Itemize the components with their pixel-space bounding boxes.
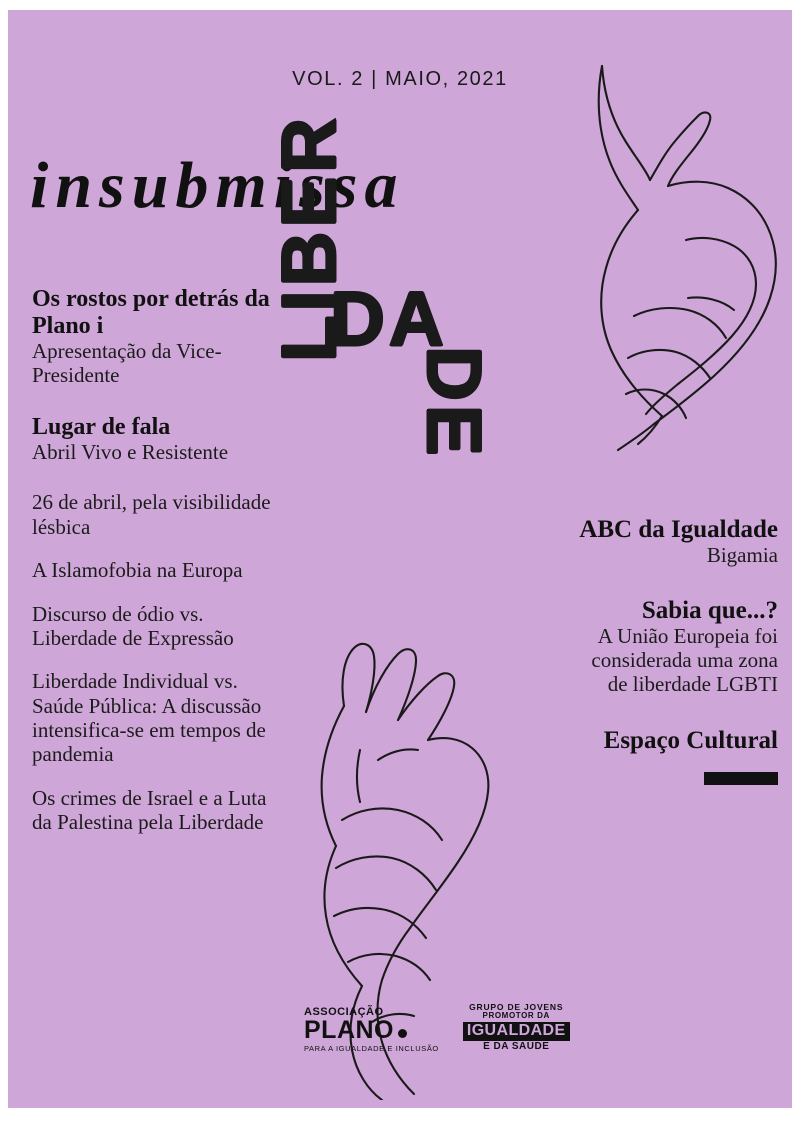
hand-illustration-top	[538, 58, 788, 478]
toc-subline: 26 de abril, pela visibilidade lésbica	[32, 490, 271, 539]
right-headline: Sabia que...?	[641, 597, 778, 625]
toc-headline: Os rostos por detrás da Plano i	[32, 286, 270, 339]
logo-row	[304, 1003, 570, 1052]
toc-subline: Apresentação da Vice-Presidente	[32, 338, 222, 387]
toc-subline: A Islamofobia na Europa	[32, 558, 243, 583]
cover-page-area	[8, 10, 792, 1108]
logo-jovens-line3: IGUALDADE	[463, 1022, 570, 1041]
logo-plano-top: ASSOCIAÇÃO	[304, 1005, 384, 1018]
outline-word-da: DA	[330, 277, 448, 362]
right-subline: Bigamia	[706, 542, 778, 567]
toc-headline: Lugar de fala	[32, 413, 171, 440]
toc-subline: Abril Vivo e Resistente	[32, 439, 229, 464]
right-item	[578, 597, 778, 696]
right-item	[578, 516, 778, 567]
logo-plano-i	[304, 1007, 439, 1053]
toc-subline: Liberdade Individual vs. Saúde Pública: A discussão intensifica-se em tempos de pandemia	[32, 669, 266, 767]
contents-right-column	[578, 516, 778, 815]
section-rule	[704, 772, 778, 785]
toc-item	[32, 558, 272, 582]
logo-plano-main: PLANO	[304, 1015, 394, 1044]
logo-grupo-jovens	[463, 1003, 570, 1052]
logo-jovens-line4: E DA SAÚDE	[483, 1040, 550, 1052]
logo-plano-main-row	[304, 1015, 439, 1044]
toc-item	[32, 669, 272, 766]
logo-plano-bottom: PARA A IGUALDADE E INCLUSÃO	[304, 1043, 439, 1053]
toc-subline: Os crimes de Israel e a Luta da Palestina pela Liberdade	[32, 785, 267, 835]
right-subline: A União Europeia foi considerada uma zona de liberdade LGBTI	[591, 623, 778, 696]
toc-item	[32, 602, 272, 651]
logo-jovens-line2: PROMOTOR DA	[482, 1011, 550, 1021]
toc-item	[32, 286, 272, 388]
toc-item	[32, 786, 272, 835]
magazine-title: insubmissa	[30, 149, 405, 222]
logo-plano-dot-icon	[398, 1029, 407, 1038]
toc-item	[32, 414, 272, 465]
toc-subline: Discurso de ódio vs. Liberdade de Expressão	[32, 601, 234, 650]
toc-item	[32, 490, 272, 539]
outline-word-de: DE	[411, 346, 496, 460]
right-headline: Espaço Cultural	[603, 726, 778, 754]
right-headline: ABC da Igualdade	[579, 516, 778, 543]
outline-word-liber: LIBER	[267, 114, 352, 362]
contents-left-column	[32, 286, 272, 853]
issue-line: VOL. 2 | MAIO, 2021	[292, 68, 508, 90]
logo-jovens-line1: GRUPO DE JOVENS	[469, 1002, 564, 1013]
right-item	[578, 727, 778, 786]
